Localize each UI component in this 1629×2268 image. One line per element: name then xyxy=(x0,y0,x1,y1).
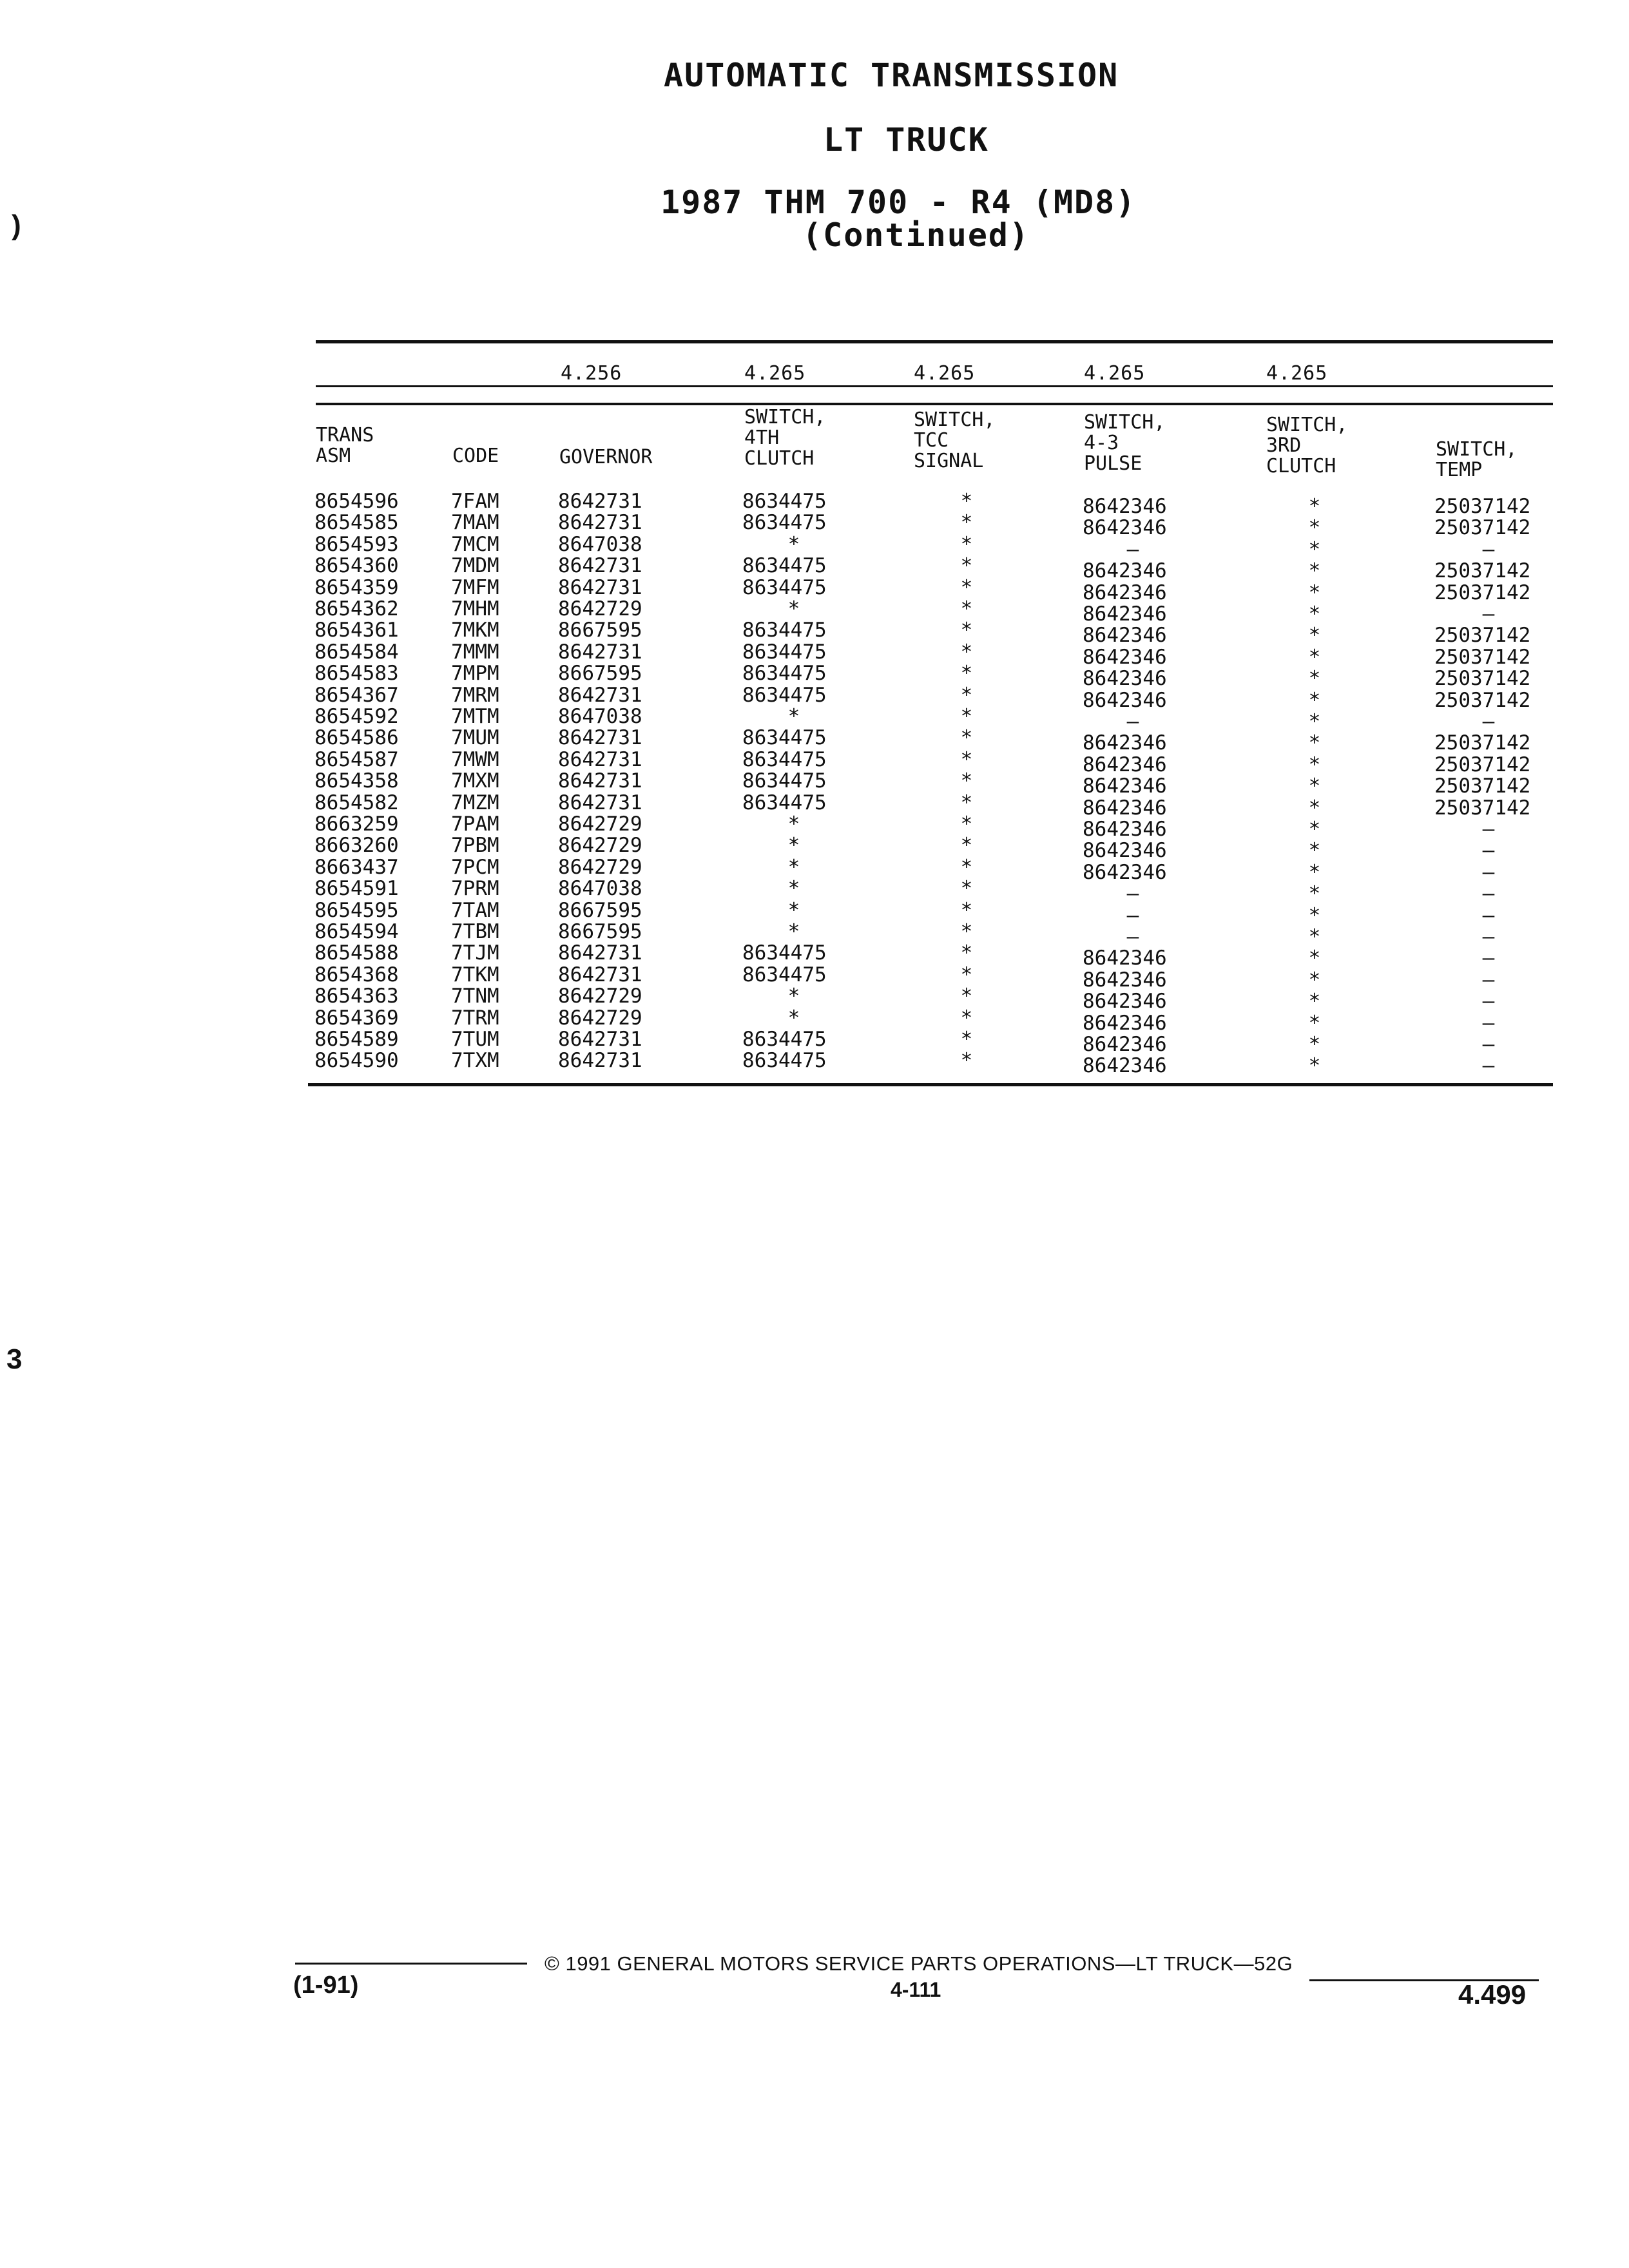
cell-switch-temp: 25037142 xyxy=(1434,645,1531,669)
cell-governor: 8642731 xyxy=(558,511,642,535)
cell-trans-asm: 8654594 xyxy=(314,920,399,943)
cell-switch-tcc: * xyxy=(960,791,973,814)
cell-trans-asm: 8654592 xyxy=(314,705,399,728)
cell-switch-tcc: * xyxy=(960,941,973,965)
cell-switch-4-3: – xyxy=(1126,710,1139,733)
cell-code: 7MWM xyxy=(451,747,499,771)
cell-switch-temp: 25037142 xyxy=(1434,624,1531,648)
cell-governor: 8642729 xyxy=(558,985,642,1008)
cell-switch-temp: – xyxy=(1482,947,1495,970)
cell-governor: 8642731 xyxy=(558,726,642,750)
cell-switch-temp: – xyxy=(1482,903,1495,927)
cell-switch-4-3: – xyxy=(1126,537,1139,561)
cell-switch-4th: 8634475 xyxy=(742,554,827,578)
cell-code: 7MTM xyxy=(451,705,499,728)
doc-model-line: 1987 THM 700 - R4 (MD8) xyxy=(660,184,1137,221)
cell-code: 7TKM xyxy=(451,963,499,986)
cell-trans-asm: 8654358 xyxy=(314,769,399,793)
cell-switch-temp: 25037142 xyxy=(1434,731,1531,755)
cell-switch-3rd: * xyxy=(1308,559,1321,583)
header-switch-tcc-signal: SWITCH, TCC SIGNAL xyxy=(914,408,996,472)
ref-switch-4th: 4.265 xyxy=(744,362,806,385)
cell-trans-asm: 8663437 xyxy=(314,855,399,879)
cell-switch-4-3: 8642346 xyxy=(1083,495,1167,518)
cell-code: 7TNM xyxy=(451,985,499,1008)
cell-switch-temp: – xyxy=(1482,990,1495,1014)
cell-trans-asm: 8654359 xyxy=(314,575,399,599)
cell-switch-temp: – xyxy=(1482,1011,1495,1035)
cell-code: 7MZM xyxy=(451,791,499,814)
cell-trans-asm: 8654586 xyxy=(314,726,399,750)
cell-code: 7MXM xyxy=(451,769,499,793)
margin-mark: 3 xyxy=(6,1343,23,1375)
cell-trans-asm: 8654590 xyxy=(314,1049,399,1073)
cell-switch-4-3: 8642346 xyxy=(1083,774,1167,798)
cell-switch-tcc: * xyxy=(960,662,973,686)
cell-switch-4-3: 8642346 xyxy=(1083,947,1167,970)
header-governor: GOVERNOR xyxy=(559,446,653,468)
cell-switch-tcc: * xyxy=(960,705,973,728)
cell-switch-4-3: 8642346 xyxy=(1083,1011,1167,1035)
cell-trans-asm: 8663260 xyxy=(314,834,399,858)
cell-switch-temp: – xyxy=(1482,1033,1495,1056)
cell-trans-asm: 8654596 xyxy=(314,490,399,513)
header-switch-4-3-pulse: SWITCH, 4-3 PULSE xyxy=(1084,411,1166,475)
page-number: 4.499 xyxy=(1458,1979,1527,2010)
cell-switch-4th: 8634475 xyxy=(742,640,827,664)
cell-switch-temp: 25037142 xyxy=(1434,796,1531,820)
cell-switch-4th: * xyxy=(787,1006,800,1030)
cell-code: 7PCM xyxy=(451,855,499,879)
cell-switch-temp: 25037142 xyxy=(1434,753,1531,776)
cell-switch-4th: 8634475 xyxy=(742,726,827,750)
cell-governor: 8642731 xyxy=(558,640,642,664)
cell-governor: 8642731 xyxy=(558,1049,642,1073)
cell-trans-asm: 8654584 xyxy=(314,640,399,664)
cell-code: 7MMM xyxy=(451,640,499,664)
cell-switch-4th: 8634475 xyxy=(742,683,827,707)
cell-code: 7MUM xyxy=(451,726,499,750)
cell-switch-3rd: * xyxy=(1308,860,1321,884)
cell-switch-temp: – xyxy=(1482,1054,1495,1078)
ref-governor: 4.256 xyxy=(561,362,622,385)
cell-switch-tcc: * xyxy=(960,898,973,922)
cell-switch-temp: – xyxy=(1482,839,1495,863)
cell-code: 7TXM xyxy=(451,1049,499,1073)
ref-switch-3rd: 4.265 xyxy=(1266,362,1328,385)
cell-switch-4th: * xyxy=(787,532,800,556)
cell-switch-4th: 8634475 xyxy=(742,575,827,599)
cell-switch-4th: * xyxy=(787,920,800,943)
cell-governor: 8642731 xyxy=(558,941,642,965)
cell-switch-temp: – xyxy=(1482,537,1495,561)
cell-switch-4-3: 8642346 xyxy=(1083,581,1167,604)
footer-rule-left xyxy=(295,1963,527,1965)
cell-trans-asm: 8654362 xyxy=(314,597,399,620)
cell-switch-3rd: * xyxy=(1308,882,1321,906)
cell-code: 7TUM xyxy=(451,1028,499,1051)
header-trans-asm: TRANS ASM xyxy=(316,424,374,467)
cell-switch-4-3: 8642346 xyxy=(1083,753,1167,776)
cell-switch-tcc: * xyxy=(960,812,973,836)
cell-trans-asm: 8654593 xyxy=(314,532,399,556)
cell-switch-3rd: * xyxy=(1308,774,1321,798)
cell-switch-temp: – xyxy=(1482,710,1495,733)
cell-code: 7MAM xyxy=(451,511,499,535)
cell-code: 7FAM xyxy=(451,490,499,513)
cell-code: 7MKM xyxy=(451,619,499,642)
cell-switch-4th: 8634475 xyxy=(742,511,827,535)
cell-governor: 8642731 xyxy=(558,747,642,771)
cell-governor: 8642731 xyxy=(558,963,642,986)
cell-switch-4th: 8634475 xyxy=(742,619,827,642)
cell-governor: 8647038 xyxy=(558,532,642,556)
cell-governor: 8642731 xyxy=(558,554,642,578)
section-page-number: 4-111 xyxy=(891,1978,941,2001)
cell-switch-3rd: * xyxy=(1308,1033,1321,1056)
cell-code: 7TRM xyxy=(451,1006,499,1030)
cell-switch-tcc: * xyxy=(960,619,973,642)
cell-governor: 8642731 xyxy=(558,683,642,707)
cell-trans-asm: 8654368 xyxy=(314,963,399,986)
cell-switch-3rd: * xyxy=(1308,1054,1321,1078)
header-switch-4th-clutch: SWITCH, 4TH CLUTCH xyxy=(744,406,826,470)
cell-switch-3rd: * xyxy=(1308,796,1321,820)
cell-switch-4-3: – xyxy=(1126,925,1139,948)
cell-switch-temp: – xyxy=(1482,925,1495,948)
cell-switch-3rd: * xyxy=(1308,537,1321,561)
cell-switch-temp: 25037142 xyxy=(1434,688,1531,712)
cell-code: 7MDM xyxy=(451,554,499,578)
cell-switch-4th: 8634475 xyxy=(742,662,827,686)
cell-switch-4-3: 8642346 xyxy=(1083,839,1167,863)
cell-switch-temp: 25037142 xyxy=(1434,774,1531,798)
cell-switch-3rd: * xyxy=(1308,925,1321,948)
cell-trans-asm: 8654363 xyxy=(314,985,399,1008)
cell-switch-3rd: * xyxy=(1308,495,1321,518)
table-top-rule xyxy=(316,340,1553,343)
cell-switch-3rd: * xyxy=(1308,645,1321,669)
cell-switch-3rd: * xyxy=(1308,624,1321,648)
cell-switch-3rd: * xyxy=(1308,688,1321,712)
cell-switch-3rd: * xyxy=(1308,968,1321,992)
cell-switch-4th: * xyxy=(787,597,800,620)
copyright-line: © 1991 GENERAL MOTORS SERVICE PARTS OPERATIONS—LT TRUCK—52G xyxy=(545,1952,1293,1975)
cell-switch-4th: 8634475 xyxy=(742,963,827,986)
cell-governor: 8667595 xyxy=(558,898,642,922)
cell-switch-tcc: * xyxy=(960,490,973,513)
cell-code: 7MRM xyxy=(451,683,499,707)
cell-trans-asm: 8654587 xyxy=(314,747,399,771)
cell-switch-tcc: * xyxy=(960,877,973,901)
cell-governor: 8667595 xyxy=(558,662,642,686)
cell-governor: 8642731 xyxy=(558,575,642,599)
cell-switch-tcc: * xyxy=(960,726,973,750)
cell-governor: 8642729 xyxy=(558,1006,642,1030)
cell-switch-3rd: * xyxy=(1308,710,1321,733)
cell-switch-temp: 25037142 xyxy=(1434,581,1531,604)
cell-code: 7MHM xyxy=(451,597,499,620)
cell-switch-4-3: 8642346 xyxy=(1083,624,1167,648)
cell-switch-temp: – xyxy=(1482,882,1495,906)
cell-switch-temp: 25037142 xyxy=(1434,516,1531,540)
cell-switch-tcc: * xyxy=(960,1049,973,1073)
cell-switch-4th: * xyxy=(787,855,800,879)
cell-trans-asm: 8654361 xyxy=(314,619,399,642)
cell-switch-4-3: 8642346 xyxy=(1083,990,1167,1014)
cell-governor: 8642731 xyxy=(558,490,642,513)
cell-switch-tcc: * xyxy=(960,683,973,707)
cell-switch-temp: – xyxy=(1482,860,1495,884)
cell-trans-asm: 8654589 xyxy=(314,1028,399,1051)
cell-switch-tcc: * xyxy=(960,554,973,578)
cell-code: 7PAM xyxy=(451,812,499,836)
ref-switch-43: 4.265 xyxy=(1084,362,1146,385)
cell-governor: 8642731 xyxy=(558,769,642,793)
cell-switch-4-3: 8642346 xyxy=(1083,818,1167,841)
cell-switch-4th: 8634475 xyxy=(742,1049,827,1073)
cell-switch-4th: 8634475 xyxy=(742,769,827,793)
cell-switch-4-3: 8642346 xyxy=(1083,602,1167,626)
cell-switch-temp: 25037142 xyxy=(1434,559,1531,583)
cell-code: 7TAM xyxy=(451,898,499,922)
cell-switch-4-3: 8642346 xyxy=(1083,796,1167,820)
cell-governor: 8667595 xyxy=(558,619,642,642)
cell-trans-asm: 8654369 xyxy=(314,1006,399,1030)
cell-code: 7MFM xyxy=(451,575,499,599)
cell-switch-3rd: * xyxy=(1308,516,1321,540)
cell-trans-asm: 8654360 xyxy=(314,554,399,578)
cell-switch-4th: * xyxy=(787,877,800,901)
cell-switch-4-3: 8642346 xyxy=(1083,860,1167,884)
cell-switch-3rd: * xyxy=(1308,667,1321,691)
cell-switch-4th: 8634475 xyxy=(742,791,827,814)
cell-governor: 8642729 xyxy=(558,834,642,858)
cell-switch-tcc: * xyxy=(960,511,973,535)
cell-switch-4-3: – xyxy=(1126,882,1139,906)
cell-switch-4-3: 8642346 xyxy=(1083,1033,1167,1056)
cell-switch-4th: * xyxy=(787,834,800,858)
cell-governor: 8642729 xyxy=(558,597,642,620)
cell-trans-asm: 8663259 xyxy=(314,812,399,836)
cell-switch-4th: * xyxy=(787,985,800,1008)
cell-switch-3rd: * xyxy=(1308,731,1321,755)
cell-code: 7MPM xyxy=(451,662,499,686)
cell-switch-4th: * xyxy=(787,898,800,922)
cell-switch-4-3: 8642346 xyxy=(1083,731,1167,755)
cell-code: 7PRM xyxy=(451,877,499,901)
cell-switch-4-3: 8642346 xyxy=(1083,645,1167,669)
cell-switch-4th: * xyxy=(787,705,800,728)
cell-switch-4th: 8634475 xyxy=(742,1028,827,1051)
cell-switch-4-3: 8642346 xyxy=(1083,559,1167,583)
cell-switch-tcc: * xyxy=(960,855,973,879)
cell-code: 7TBM xyxy=(451,920,499,943)
cell-switch-tcc: * xyxy=(960,640,973,664)
cell-switch-4-3: 8642346 xyxy=(1083,688,1167,712)
cell-switch-4-3: 8642346 xyxy=(1083,667,1167,691)
cell-switch-4-3: – xyxy=(1126,903,1139,927)
margin-mark: ) xyxy=(12,209,21,241)
cell-code: 7PBM xyxy=(451,834,499,858)
cell-code: 7TJM xyxy=(451,941,499,965)
cell-switch-tcc: * xyxy=(960,963,973,986)
cell-governor: 8647038 xyxy=(558,877,642,901)
cell-switch-3rd: * xyxy=(1308,753,1321,776)
header-switch-3rd-clutch: SWITCH, 3RD CLUTCH xyxy=(1266,414,1348,477)
cell-governor: 8667595 xyxy=(558,920,642,943)
ref-row-rule xyxy=(316,385,1553,387)
cell-governor: 8642729 xyxy=(558,855,642,879)
cell-governor: 8642731 xyxy=(558,791,642,814)
cell-switch-3rd: * xyxy=(1308,839,1321,863)
cell-switch-temp: – xyxy=(1482,818,1495,841)
cell-switch-tcc: * xyxy=(960,747,973,771)
header-code: CODE xyxy=(452,445,499,467)
doc-title: AUTOMATIC TRANSMISSION xyxy=(664,57,1119,94)
cell-trans-asm: 8654588 xyxy=(314,941,399,965)
cell-switch-tcc: * xyxy=(960,597,973,620)
cell-switch-tcc: * xyxy=(960,1028,973,1051)
cell-switch-3rd: * xyxy=(1308,1011,1321,1035)
cell-code: 7MCM xyxy=(451,532,499,556)
cell-switch-4th: 8634475 xyxy=(742,490,827,513)
cell-governor: 8647038 xyxy=(558,705,642,728)
cell-switch-temp: – xyxy=(1482,602,1495,626)
cell-trans-asm: 8654595 xyxy=(314,898,399,922)
cell-switch-temp: 25037142 xyxy=(1434,495,1531,518)
cell-switch-tcc: * xyxy=(960,985,973,1008)
cell-trans-asm: 8654585 xyxy=(314,511,399,535)
cell-switch-4-3: 8642346 xyxy=(1083,1054,1167,1078)
cell-switch-tcc: * xyxy=(960,834,973,858)
cell-governor: 8642731 xyxy=(558,1028,642,1051)
doc-subtitle: LT TRUCK xyxy=(824,121,989,159)
header-top-rule xyxy=(316,403,1553,405)
cell-trans-asm: 8654367 xyxy=(314,683,399,707)
cell-switch-3rd: * xyxy=(1308,903,1321,927)
cell-switch-3rd: * xyxy=(1308,581,1321,604)
cell-switch-temp: – xyxy=(1482,968,1495,992)
cell-switch-temp: 25037142 xyxy=(1434,667,1531,691)
cell-switch-tcc: * xyxy=(960,920,973,943)
revision-date: (1-91) xyxy=(293,1972,359,1999)
cell-switch-4-3: 8642346 xyxy=(1083,516,1167,540)
doc-continued-label: (Continued) xyxy=(802,216,1030,254)
cell-trans-asm: 8654583 xyxy=(314,662,399,686)
cell-switch-tcc: * xyxy=(960,532,973,556)
cell-switch-tcc: * xyxy=(960,575,973,599)
cell-switch-4th: 8634475 xyxy=(742,941,827,965)
cell-switch-tcc: * xyxy=(960,1006,973,1030)
cell-switch-4th: * xyxy=(787,812,800,836)
cell-switch-3rd: * xyxy=(1308,818,1321,841)
cell-switch-3rd: * xyxy=(1308,947,1321,970)
cell-switch-4th: 8634475 xyxy=(742,747,827,771)
cell-switch-tcc: * xyxy=(960,769,973,793)
ref-switch-tcc: 4.265 xyxy=(914,362,976,385)
table-bottom-rule xyxy=(308,1083,1553,1086)
cell-governor: 8642729 xyxy=(558,812,642,836)
cell-trans-asm: 8654591 xyxy=(314,877,399,901)
cell-trans-asm: 8654582 xyxy=(314,791,399,814)
cell-switch-3rd: * xyxy=(1308,990,1321,1014)
cell-switch-4-3: 8642346 xyxy=(1083,968,1167,992)
header-switch-temp: SWITCH, TEMP xyxy=(1436,438,1518,481)
cell-switch-3rd: * xyxy=(1308,602,1321,626)
